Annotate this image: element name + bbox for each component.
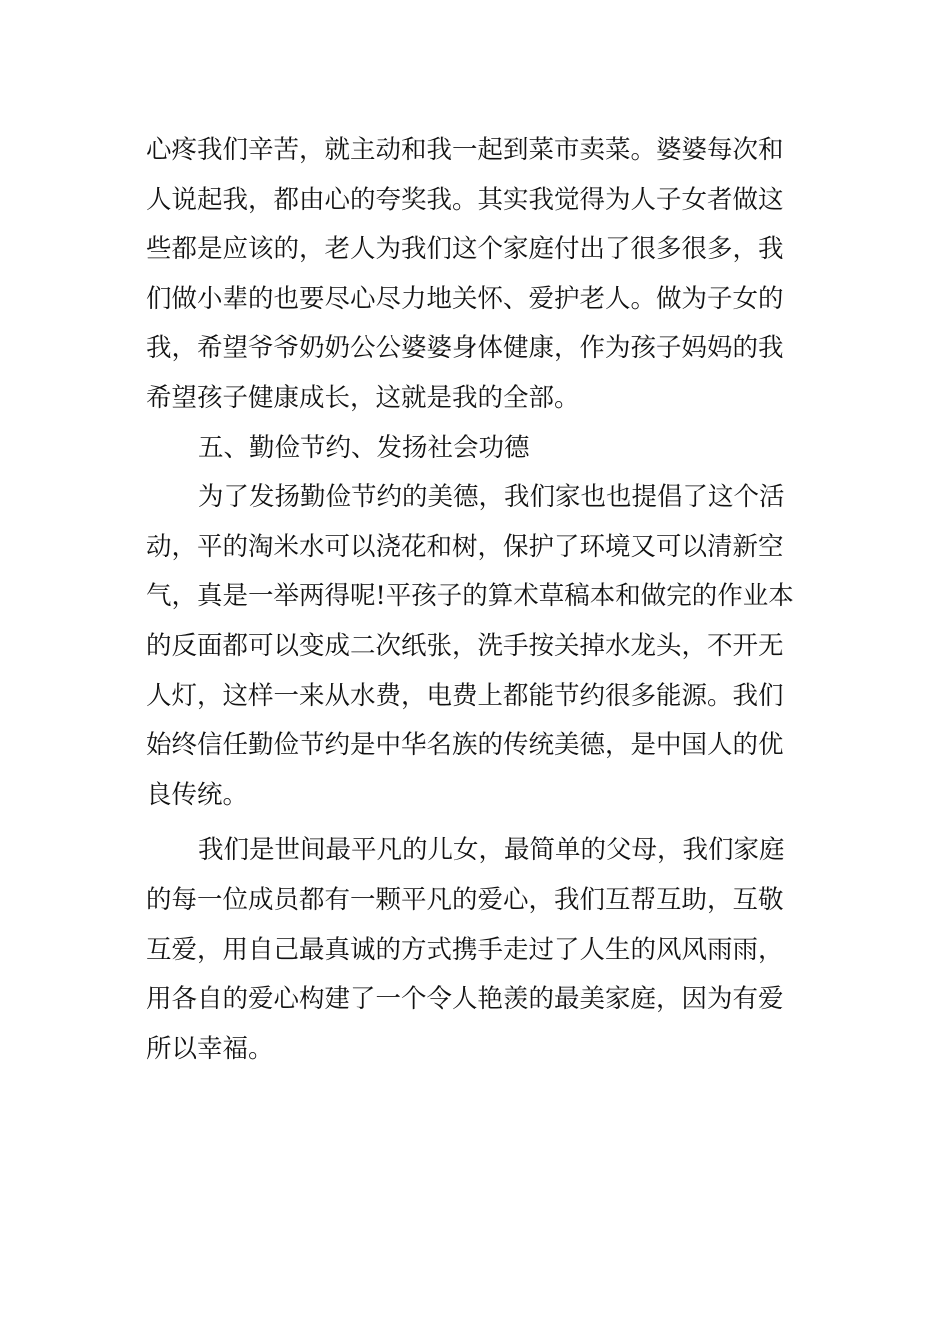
text-line: 我，希望爷爷奶奶公公婆婆身体健康，作为孩子妈妈的我 [146,333,784,364]
text-line: 所以幸福。 [146,1033,274,1064]
text-line: 良传统。 [146,779,249,810]
text-line: 人灯，这样一来从水费，电费上都能节约很多能源。我们 [146,680,784,711]
text-line: 希望孩子健康成长，这就是我的全部。 [146,382,580,413]
text-line: 些都是应该的，老人为我们这个家庭付出了很多很多，我 [146,234,784,265]
text-line: 我们是世间最平凡的儿女，最简单的父母，我们家庭 [198,835,785,866]
text-line: 的每一位成员都有一颗平凡的爱心，我们互帮互助，互敬 [146,884,784,915]
text-line: 用各自的爱心构建了一个令人艳羡的最美家庭，因为有爱 [146,984,784,1015]
text-line: 们做小辈的也要尽心尽力地关怀、爱护老人。做为子女的 [146,283,784,314]
text-line: 动，平的淘米水可以浇花和树，保护了环境又可以清新空 [146,531,784,562]
document-body [146,126,810,1074]
text-line: 气，真是一举两得呢!平孩子的算术草稿本和做完的作业本 [146,581,794,612]
text-line: 人说起我，都由心的夸奖我。其实我觉得为人子女者做这 [146,184,784,215]
text-line: 的反面都可以变成二次纸张，洗手按关掉水龙头，不开无 [146,630,784,661]
text-line: 心疼我们辛苦，就主动和我一起到菜市卖菜。婆婆每次和 [146,135,784,165]
section-heading: 五、勤俭节约、发扬社会功德 [198,432,530,463]
text-line: 互爱，用自己最真诚的方式携手走过了人生的风风雨雨， [146,934,784,965]
text-line: 为了发扬勤俭节约的美德，我们家也也提倡了这个活 [198,482,785,513]
text-line: 始终信任勤俭节约是中华名族的传统美德，是中国人的优 [146,730,784,761]
